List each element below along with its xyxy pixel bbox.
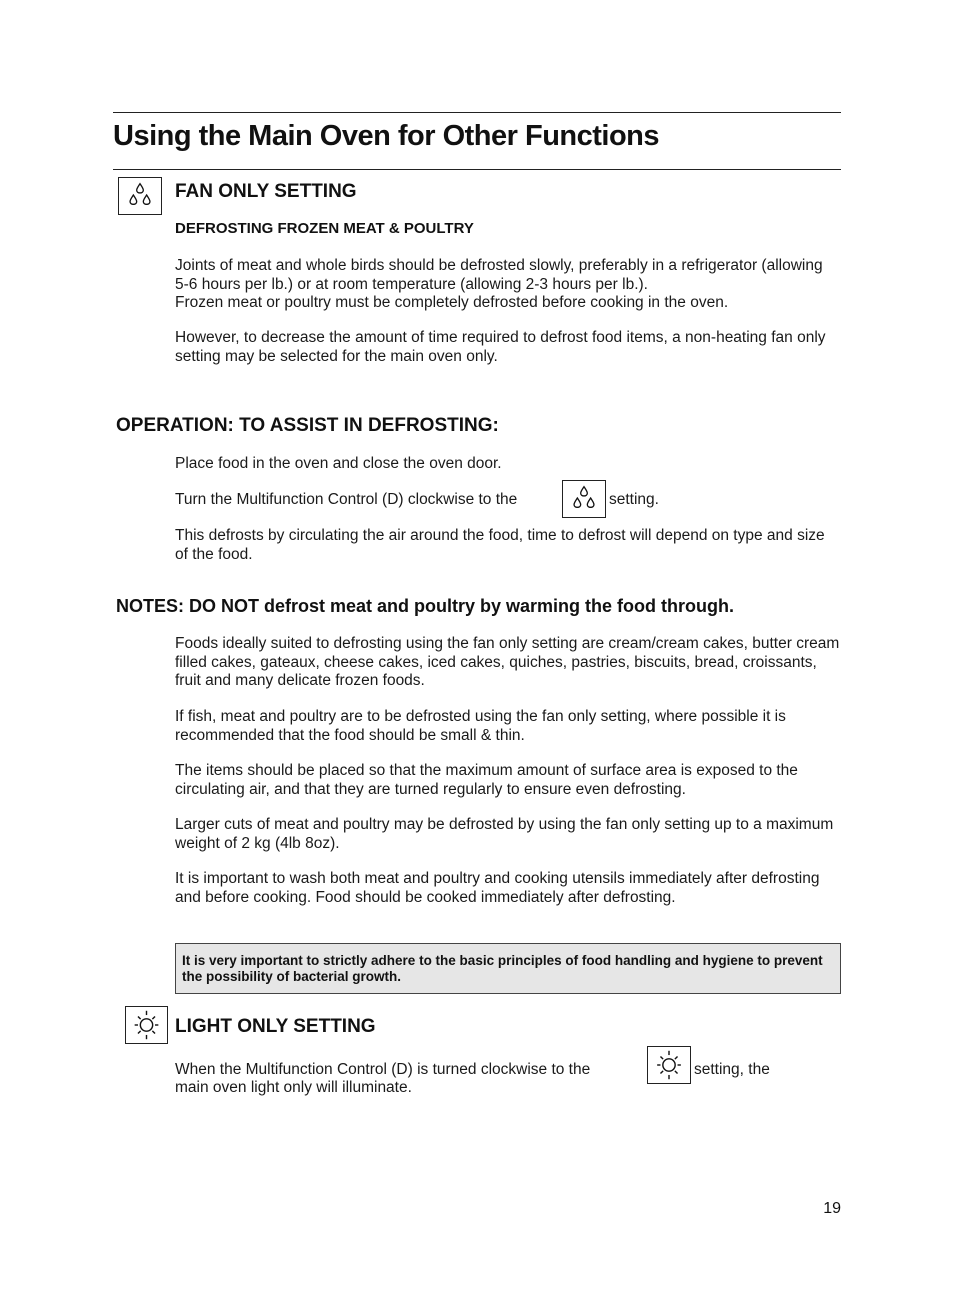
light-text-after: setting, the	[694, 1061, 770, 1078]
operation-step-2-before: Turn the Multifunction Control (D) clockwise to the	[175, 491, 518, 508]
fan-only-heading: FAN ONLY SETTING	[175, 181, 357, 202]
top-rule	[113, 112, 841, 113]
operation-step-2-after: setting.	[609, 491, 659, 508]
operation-heading: OPERATION: TO ASSIST IN DEFROSTING:	[116, 415, 499, 436]
note-1: Foods ideally suited to defrosting using the fan only setting are cream/cream cakes, butter cream filled cakes, gateaux, cheese cakes, iced cakes, quiches, pastries, biscuits, bread, croissants, fruit and many delicate frozen foods.	[175, 635, 840, 689]
notes-heading: NOTES: DO NOT defrost meat and poultry by warming the food through.	[116, 596, 735, 616]
light-text-before: When the Multifunction Control (D) is turned clockwise to the	[175, 1061, 591, 1078]
light-bulb-icon	[125, 1006, 168, 1044]
fan-defrost-drops-icon	[118, 177, 162, 215]
fan-para-1b-text: Frozen meat or poultry must be completely defrosted before cooking in the oven.	[175, 294, 729, 311]
note-3: The items should be placed so that the maximum amount of surface area is exposed to the circulating air, and that they are turned regularly to ensure even defrosting.	[175, 762, 798, 798]
fan-para-2: However, to decrease the amount of time required to defrost food items, a non-heating fan only setting may be selected for the main oven only.	[175, 329, 826, 365]
note-4: Larger cuts of meat and poultry may be defrosted by using the fan only setting up to a maximum weight of 2 kg (4lb 8oz).	[175, 816, 834, 852]
hygiene-warning-box: It is very important to strictly adhere to the basic principles of food handling and hygiene to prevent the possibility of bacterial growth.	[175, 943, 841, 994]
note-2: If fish, meat and poultry are to be defrosted using the fan only setting, where possible it is recommended that the food should be small & thin.	[175, 708, 786, 744]
note-5: It is important to wash both meat and poultry and cooking utensils immediately after defrosting and before cooking. Food should be cooked immediately after defrosting.	[175, 870, 820, 906]
page-title: Using the Main Oven for Other Functions	[113, 120, 660, 152]
fan-para-1-text: Joints of meat and whole birds should be defrosted slowly, preferably in a refrigerator (allowing 5-6 hours per lb.) or at room temperature (allowing 2-3 hours per lb.).	[175, 257, 823, 293]
fan-para-1	[175, 257, 840, 313]
defrosting-subheading: DEFROSTING FROZEN MEAT & POULTRY	[175, 220, 474, 237]
page-number: 19	[823, 1200, 841, 1217]
operation-step-3: This defrosts by circulating the air around the food, time to defrost will depend on type and size of the food.	[175, 527, 825, 563]
fan-defrost-drops-icon-inline	[562, 480, 606, 518]
light-text-line-2: main oven light only will illuminate.	[175, 1079, 412, 1096]
title-rule	[113, 169, 841, 170]
operation-step-1: Place food in the oven and close the oven door.	[175, 455, 502, 472]
light-only-heading: LIGHT ONLY SETTING	[175, 1016, 376, 1037]
